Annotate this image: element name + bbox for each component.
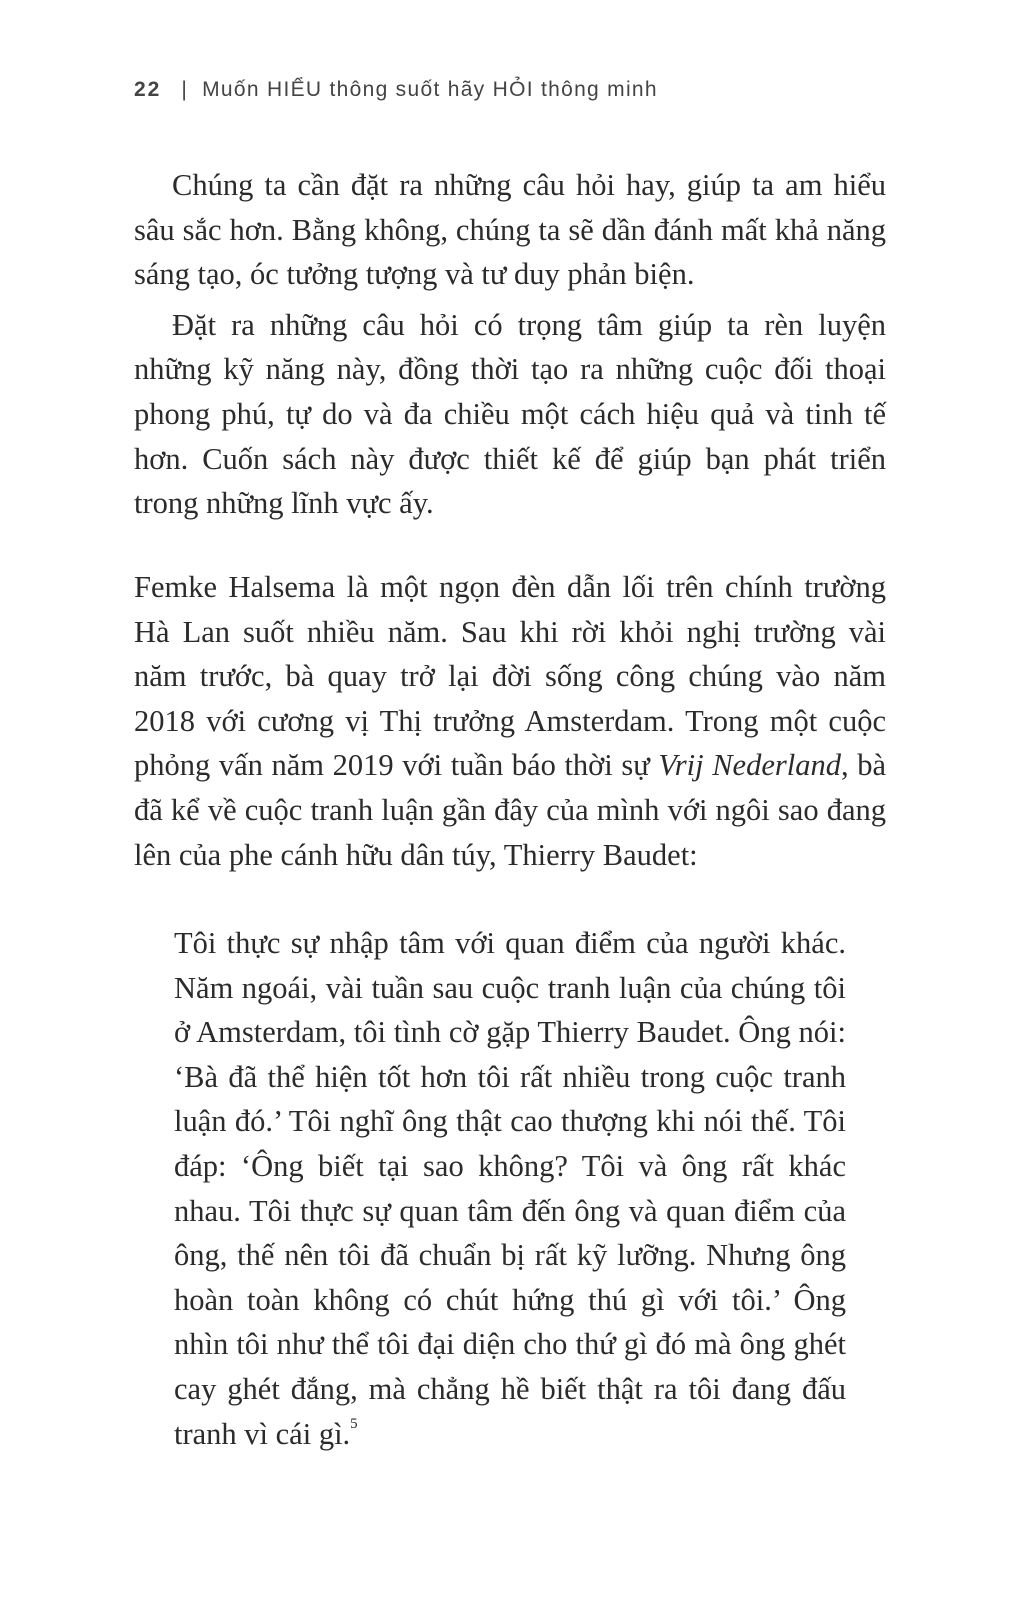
intro-section [134,163,886,526]
page-number: 22 [134,78,162,101]
running-header [134,78,658,102]
narrative-section [134,565,886,877]
paragraph-text: , bà đã kể về cuộc tranh luận gần đây của mình với ngôi sao đang lên của phe cánh hữu dân túy, Thierry Baudet: [134,748,886,872]
paragraph: Chúng ta cần đặt ra những câu hỏi hay, giúp ta am hiểu sâu sắc hơn. Bằng không, chúng ta sẽ dần đánh mất khả năng sáng tạo, óc tưởng tượng và tư duy phản biện. [134,168,886,292]
book-title: Muốn HIỂU thông suốt hãy HỎI thông minh [202,78,658,101]
paragraph [134,565,886,877]
paragraph: Đặt ra những câu hỏi có trọng tâm giúp ta rèn luyện những kỹ năng này, đồng thời tạo ra những cuộc đối thoại phong phú, tự do và đa chiều một cách hiệu quả và tinh tế hơn. Cuốn sách này được thiết kế để giúp bạn phát triển trong những lĩnh vực ấy. [134,307,886,521]
paragraph-text: Femke Halsema là một ngọn đèn dẫn lối trên chính trường Hà Lan suốt nhiều năm. Sau khi rời khỏi nghị trường vài năm trước, bà quay trở lại đời sống công chúng vào năm 2018 với cương vị Thị trưởng Amsterdam. Trong một cuộc phỏng vấn năm 2019 với tuần báo thời sự [134,570,886,783]
block-quote [174,921,846,1456]
publication-title: Vrij Nederland [658,748,841,783]
footnote-reference[interactable]: 5 [350,1415,358,1432]
quote-text: Tôi thực sự nhập tâm với quan điểm của người khác. Năm ngoái, vài tuần sau cuộc tranh luận của chúng tôi ở Amsterdam, tôi tình cờ gặp Thierry Baudet. Ông nói: ‘Bà đã thể hiện tốt hơn tôi rất nhiều trong cuộc tranh luận đó.’ Tôi nghĩ ông thật cao thượng khi nói thế. Tôi đáp: ‘Ông biết tại sao không? Tôi và ông rất khác nhau. Tôi thực sự quan tâm đến ông và quan điểm của ông, thế nên tôi đã chuẩn bị rất kỹ lưỡng. Nhưng ông hoàn toàn không có chút hứng thú gì với tôi.’ Ông nhìn tôi như thể tôi đại diện cho thứ gì đó mà ông ghét cay ghét đắng, mà chẳng hề biết thật ra tôi đang đấu tranh vì cái gì. [174,926,846,1451]
header-separator: | [181,78,189,101]
